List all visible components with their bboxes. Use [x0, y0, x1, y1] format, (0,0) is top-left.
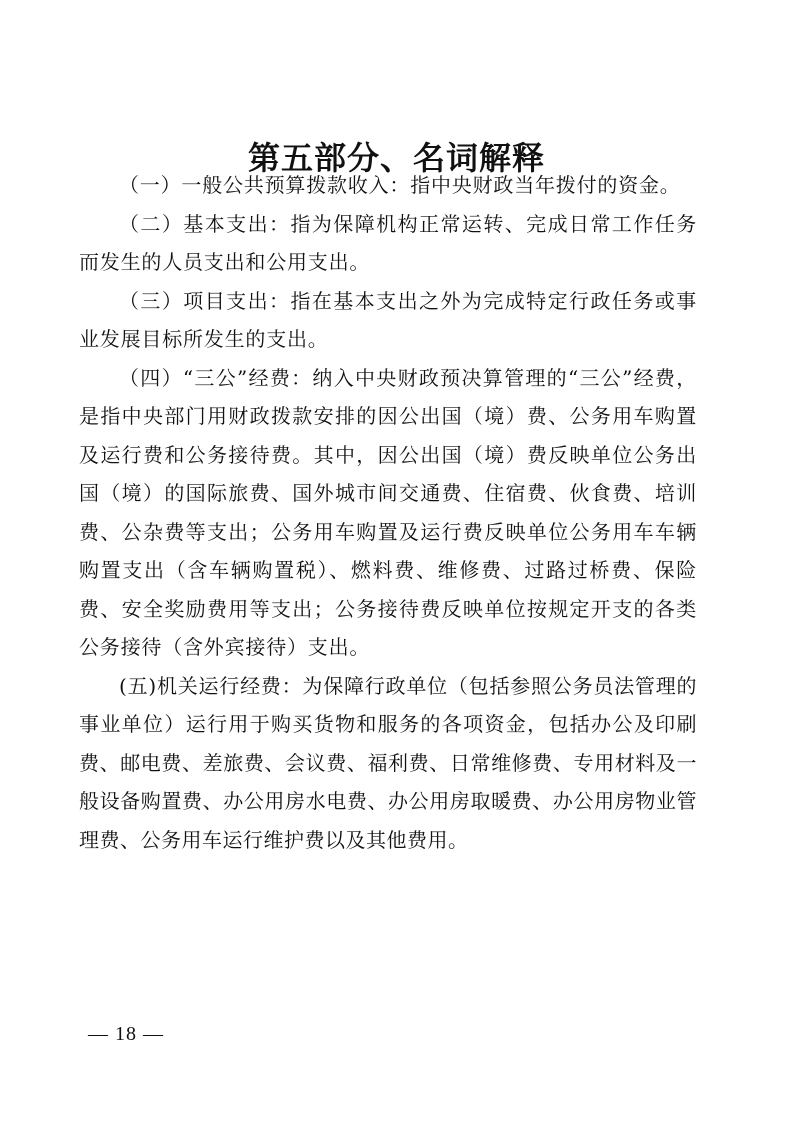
definition-paragraph-4: （四）“三公”经费：纳入中央财政预决算管理的“三公”经费，是指中央部门用财政拨款安排的因公出国（境）费、公务用车购置及运行费和公务接待费。其中，因公出国（境）费反映单位公务出国（境）的国际旅费、国外城市间交通费、住宿费、伙食费、培训费、公杂费等支出；公务用车购置及运行费反映单位公务用车车辆购置支出（含车辆购置税）、燃料费、维修费、过路过桥费、保险费、安全奖励费用等支出；公务接待费反映单位按规定开支的各类公务接待（含外宾接待）支出。	[79, 365, 697, 659]
definitions-body	[79, 166, 697, 859]
definition-paragraph-5: (五)机关运行经费：为保障行政单位（包括参照公务员法管理的事业单位）运行用于购买货物和服务的各项资金，包括办公及印刷费、邮电费、差旅费、会议费、福利费、日常维修费、专用材料及一般设备购置费、办公用房水电费、办公用房取暖费、办公用房物业管理费、公务用车运行维护费以及其他费用。	[79, 673, 697, 852]
page-number: — 18 —	[88, 1023, 164, 1045]
definition-paragraph-3: （三）项目支出：指在基本支出之外为完成特定行政任务或事业发展目标所发生的支出。	[79, 288, 697, 351]
definition-paragraph-1: （一）一般公共预算拨款收入：指中央财政当年拨付的资金。	[119, 173, 681, 197]
section-title: 第五部分、名词解释	[247, 139, 545, 178]
definition-paragraph-2: （二）基本支出：指为保障机构正常运转、完成日常工作任务而发生的人员支出和公用支出。	[79, 211, 697, 274]
